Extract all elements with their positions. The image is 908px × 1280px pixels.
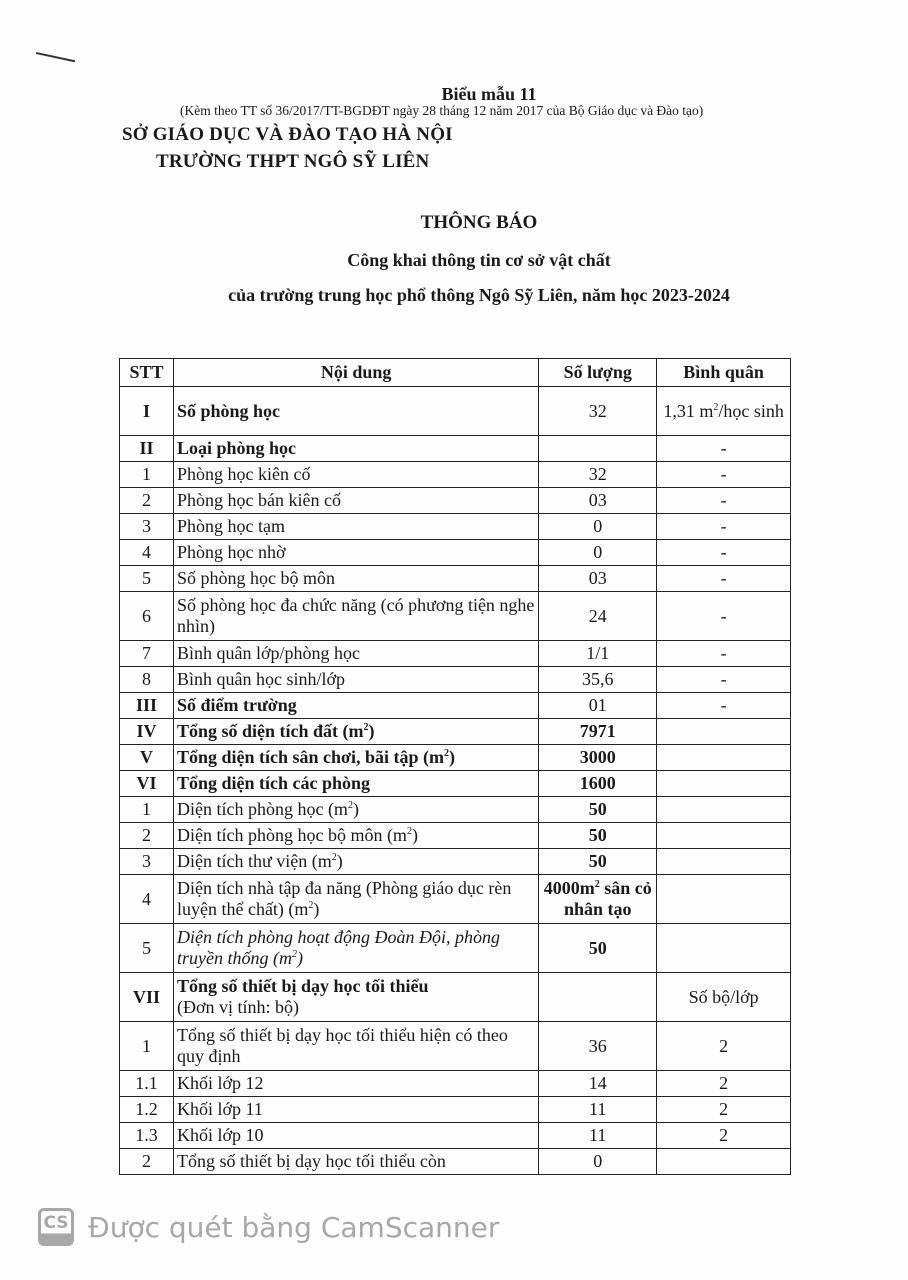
- cell-stt: 1.1: [120, 1071, 174, 1097]
- cell-content: Diện tích phòng học $(m^2)$: [173, 797, 538, 823]
- cell-quantity: 0: [539, 1149, 657, 1175]
- table-row: [120, 693, 791, 719]
- cell-quantity: 24: [539, 592, 657, 641]
- cell-content: Diện tích nhà tập đa năng (Phòng giáo dục rèn luyện thể chất) $(m^2)$: [173, 875, 538, 924]
- cell-quantity: 32: [539, 387, 657, 436]
- cell-stt: 5: [120, 924, 174, 973]
- table-row: [120, 745, 791, 771]
- cell-stt: 1: [120, 797, 174, 823]
- superscript-2: 2: [363, 722, 369, 734]
- table-row: [120, 719, 791, 745]
- cell-average: -: [657, 693, 791, 719]
- cell-average: [657, 797, 791, 823]
- logo-text: CS: [43, 1213, 69, 1233]
- cell-quantity: 50: [539, 849, 657, 875]
- notice-title: THÔNG BÁO: [420, 212, 538, 233]
- table-row: [120, 1123, 791, 1149]
- table-row: [120, 462, 791, 488]
- cell-quantity: $4000m^2$ sân cỏ nhân tạo: [539, 875, 657, 924]
- cell-average: 2: [657, 1123, 791, 1149]
- cell-quantity: 50: [539, 797, 657, 823]
- cell-average: Số bộ/lớp: [657, 973, 791, 1022]
- department-name: SỞ GIÁO DỤC VÀ ĐÀO TẠO HÀ NỘI: [122, 124, 453, 145]
- table-row: [120, 514, 791, 540]
- superscript-2: 2: [713, 401, 719, 413]
- table-row: [120, 540, 791, 566]
- table-row: [120, 592, 791, 641]
- table-row: [120, 641, 791, 667]
- cell-quantity: 7971: [539, 719, 657, 745]
- cell-quantity: 3000: [539, 745, 657, 771]
- school-name: TRƯỜNG THPT NGÔ SỸ LIÊN: [156, 151, 430, 172]
- cell-content: Phòng học kiên cố: [173, 462, 538, 488]
- cell-content: Tổng số diện tích đất $(m^2)$: [173, 719, 538, 745]
- facilities-table: [119, 358, 791, 1175]
- cell-quantity: 0: [539, 540, 657, 566]
- cell-average: -: [657, 592, 791, 641]
- cell-stt: 2: [120, 488, 174, 514]
- cell-quantity: 35,6: [539, 667, 657, 693]
- cell-stt: VI: [120, 771, 174, 797]
- table-row: [120, 875, 791, 924]
- header-stt: STT: [120, 359, 174, 387]
- cell-quantity: 32: [539, 462, 657, 488]
- cell-content: Phòng học bán kiên cố: [173, 488, 538, 514]
- cell-average: -: [657, 436, 791, 462]
- cell-average: 2: [657, 1022, 791, 1071]
- cell-quantity: 11: [539, 1097, 657, 1123]
- header-average: Bình quân: [657, 359, 791, 387]
- cell-content: Phòng học nhờ: [173, 540, 538, 566]
- cell-quantity: 36: [539, 1022, 657, 1071]
- cell-average: [657, 719, 791, 745]
- cell-average: [657, 849, 791, 875]
- superscript-2: 2: [308, 900, 314, 911]
- cell-stt: VII: [120, 973, 174, 1022]
- cell-content: Số phòng học đa chức năng (có phương tiện nghe nhìn): [173, 592, 538, 641]
- cell-stt: 1: [120, 462, 174, 488]
- table-row: [120, 973, 791, 1022]
- cell-content: Phòng học tạm: [173, 514, 538, 540]
- cell-content: Diện tích thư viện $(m^2)$: [173, 849, 538, 875]
- cell-average: [657, 924, 791, 973]
- cell-quantity: 1/1: [539, 641, 657, 667]
- cell-stt: 6: [120, 592, 174, 641]
- cell-quantity: 14: [539, 1071, 657, 1097]
- cell-stt: 4: [120, 875, 174, 924]
- table-row: [120, 387, 791, 436]
- table-row: [120, 1149, 791, 1175]
- stray-pen-mark: [36, 52, 76, 62]
- watermark-text: Được quét bằng CamScanner: [88, 1210, 500, 1244]
- superscript-2: 2: [406, 826, 412, 838]
- cell-average: -: [657, 488, 791, 514]
- cell-quantity: [539, 973, 657, 1022]
- cell-average: -: [657, 462, 791, 488]
- cell-average: -: [657, 641, 791, 667]
- notice-subtitle: Công khai thông tin cơ sở vật chất: [347, 250, 611, 270]
- cell-stt: 5: [120, 566, 174, 592]
- cell-stt: 3: [120, 514, 174, 540]
- cell-content: Số phòng học: [173, 387, 538, 436]
- cell-stt: II: [120, 436, 174, 462]
- cell-stt: 1.2: [120, 1097, 174, 1123]
- cell-stt: III: [120, 693, 174, 719]
- cell-quantity: 0: [539, 514, 657, 540]
- table-row: [120, 924, 791, 973]
- cell-content: Tổng số thiết bị dạy học tối thiểu (Đơn vị tính: bộ): [173, 973, 538, 1022]
- cell-stt: 2: [120, 1149, 174, 1175]
- cell-average: [657, 875, 791, 924]
- cell-content: Diện tích phòng hoạt động Đoàn Đội, phòng truyền thống $(m^2)$: [173, 924, 538, 973]
- cell-content: Loại phòng học: [173, 436, 538, 462]
- cell-quantity: 03: [539, 566, 657, 592]
- header-quantity: Số lượng: [539, 359, 657, 387]
- table-row: [120, 566, 791, 592]
- camscanner-watermark: [38, 1208, 499, 1246]
- cell-content: Tổng số thiết bị dạy học tối thiểu hiện có theo quy định: [173, 1022, 538, 1071]
- table-row: [120, 1071, 791, 1097]
- cell-stt: IV: [120, 719, 174, 745]
- cell-quantity: 50: [539, 823, 657, 849]
- cell-content: Bình quân học sinh/lớp: [173, 667, 538, 693]
- cell-quantity: 01: [539, 693, 657, 719]
- superscript-2: 2: [347, 800, 353, 812]
- table-row: [120, 771, 791, 797]
- cell-stt: 3: [120, 849, 174, 875]
- cell-stt: V: [120, 745, 174, 771]
- cell-average: -: [657, 667, 791, 693]
- cell-average: 2: [657, 1071, 791, 1097]
- cell-content: Bình quân lớp/phòng học: [173, 641, 538, 667]
- superscript-2: 2: [331, 852, 337, 864]
- cell-content: Khối lớp 12: [173, 1071, 538, 1097]
- table-row: [120, 436, 791, 462]
- content-unit-note: (Đơn vị tính: bộ): [176, 997, 299, 1017]
- header-content: Nội dung: [173, 359, 538, 387]
- cell-stt: I: [120, 387, 174, 436]
- cell-stt: 4: [120, 540, 174, 566]
- cell-average: -: [657, 540, 791, 566]
- form-note: (Kèm theo TT số 36/2017/TT-BGDĐT ngày 28 tháng 12 năm 2017 của Bộ Giáo dục và Đào tạo): [180, 103, 704, 118]
- form-title: Biểu mẫu 11: [441, 84, 537, 104]
- table-row: [120, 1097, 791, 1123]
- cell-content: Số phòng học bộ môn: [173, 566, 538, 592]
- cell-average: 2: [657, 1097, 791, 1123]
- cell-stt: 7: [120, 641, 174, 667]
- cell-quantity: [539, 436, 657, 462]
- table-row: [120, 797, 791, 823]
- cell-average: [657, 771, 791, 797]
- table-row: [120, 488, 791, 514]
- cell-average: -: [657, 566, 791, 592]
- cell-average: -: [657, 514, 791, 540]
- cell-content: Tổng diện tích các phòng: [173, 771, 538, 797]
- table-header-row: [120, 359, 791, 387]
- cell-content: Số điểm trường: [173, 693, 538, 719]
- cell-content: Diện tích phòng học bộ môn $(m^2)$: [173, 823, 538, 849]
- cell-stt: 1: [120, 1022, 174, 1071]
- cell-quantity: 11: [539, 1123, 657, 1149]
- superscript-2: 2: [594, 879, 600, 891]
- cell-average: [657, 1149, 791, 1175]
- cell-content: Khối lớp 10: [173, 1123, 538, 1149]
- cell-quantity: 50: [539, 924, 657, 973]
- cell-stt: 2: [120, 823, 174, 849]
- table-row: [120, 667, 791, 693]
- cell-quantity: 03: [539, 488, 657, 514]
- cell-content: Tổng số thiết bị dạy học tối thiểu còn: [173, 1149, 538, 1175]
- cell-quantity: 1600: [539, 771, 657, 797]
- cell-average: [657, 823, 791, 849]
- cell-content: Tổng diện tích sân chơi, bãi tập $(m^2)$: [173, 745, 538, 771]
- notice-subtitle-school-year: của trường trung học phổ thông Ngô Sỹ Liên, năm học 2023-2024: [228, 285, 730, 305]
- cell-average: [657, 745, 791, 771]
- superscript-2: 2: [443, 748, 449, 760]
- cell-stt: 1.3: [120, 1123, 174, 1149]
- table-row: [120, 823, 791, 849]
- cell-stt: 8: [120, 667, 174, 693]
- superscript-2: 2: [291, 949, 297, 960]
- cell-content: Khối lớp 11: [173, 1097, 538, 1123]
- cell-average: 1,31 $m^2$/học sinh: [657, 387, 791, 436]
- camscanner-logo-icon: [38, 1208, 74, 1246]
- table-row: [120, 849, 791, 875]
- table-row: [120, 1022, 791, 1071]
